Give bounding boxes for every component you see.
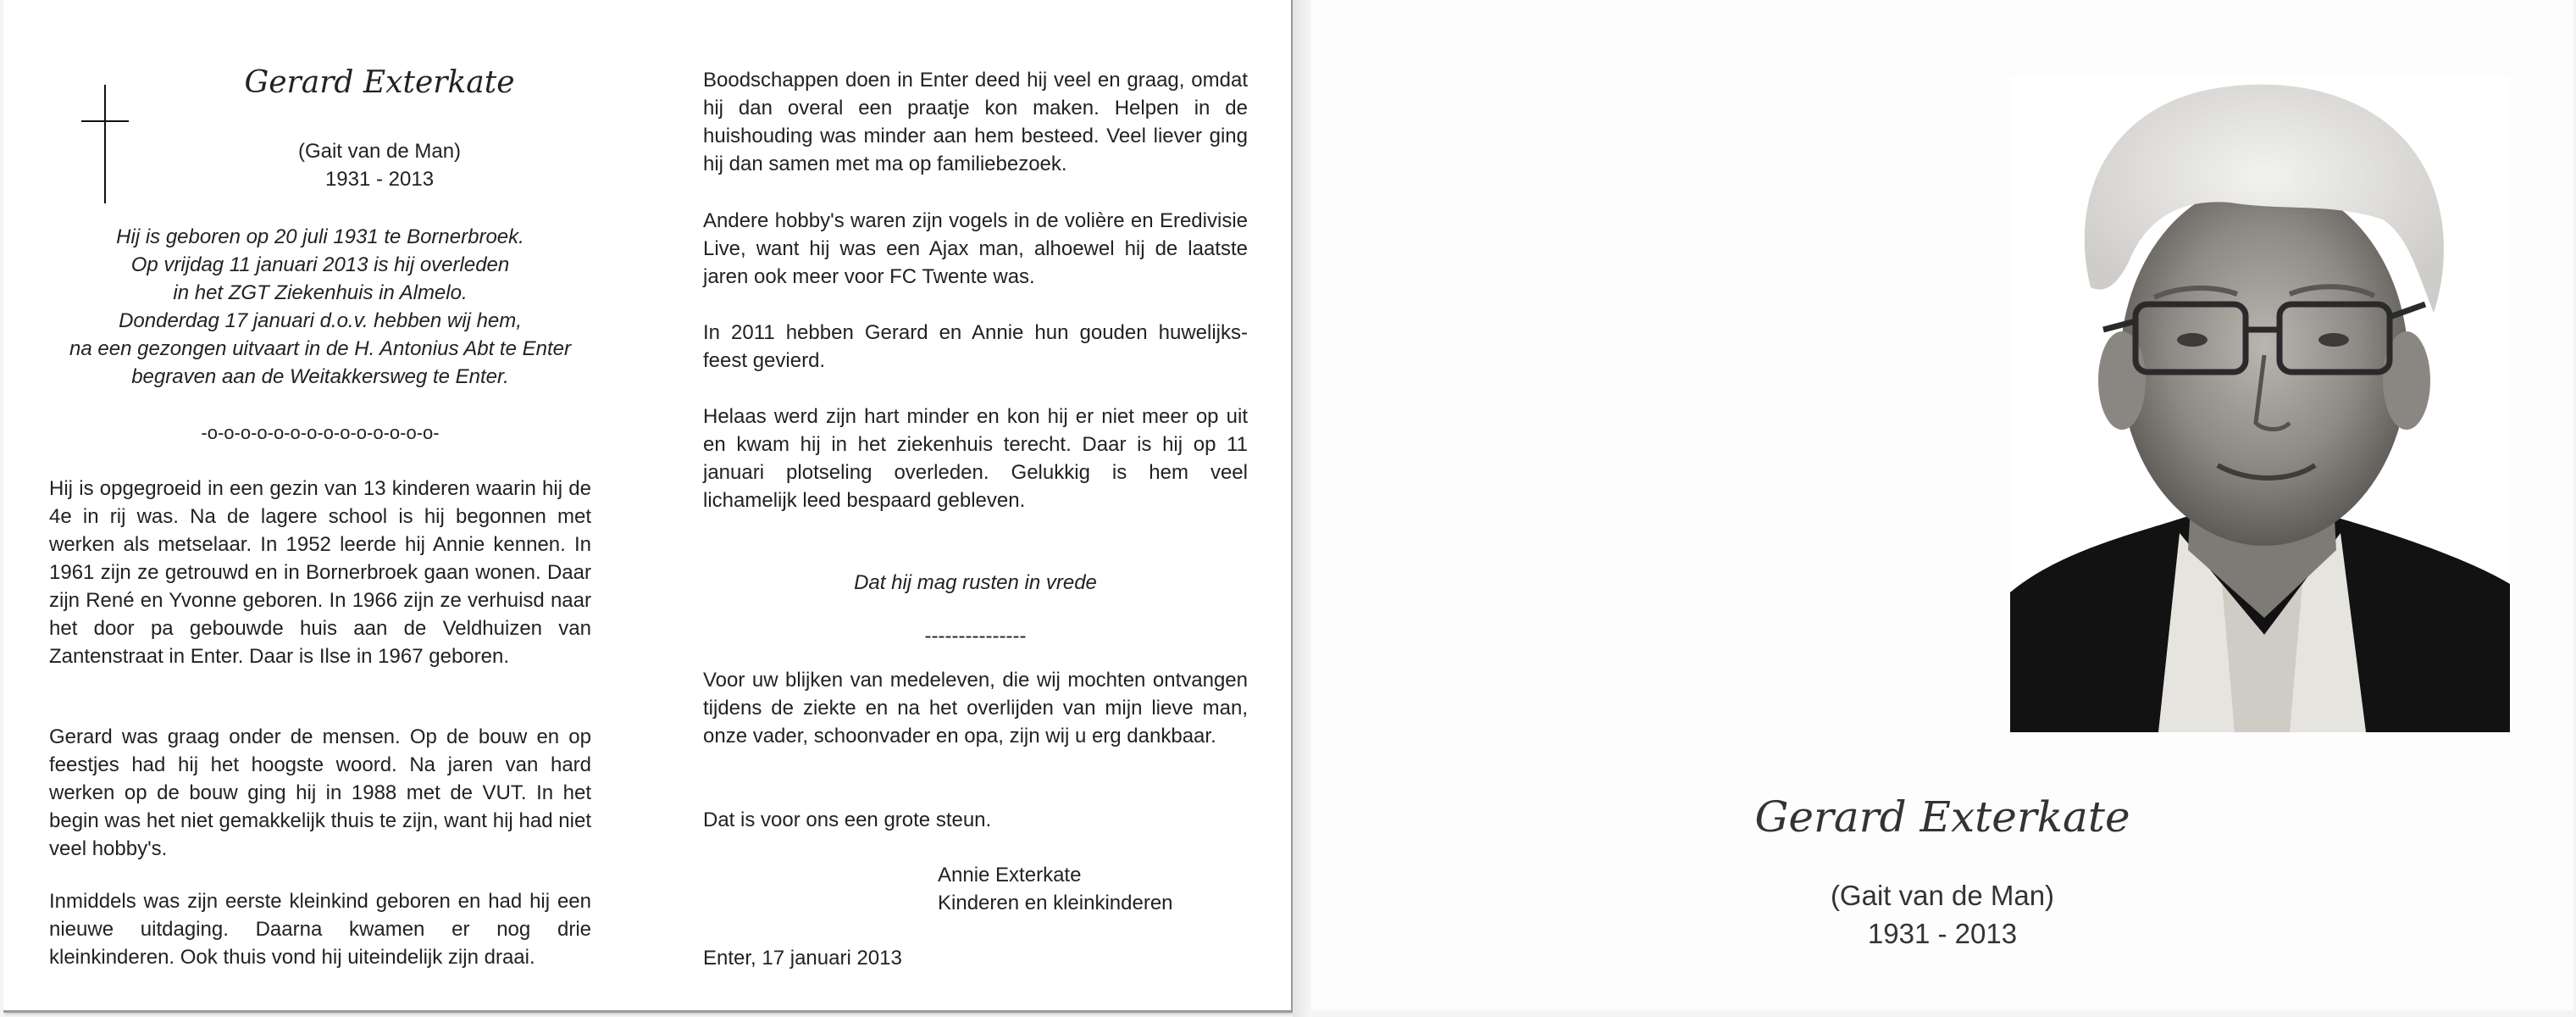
- separator: -o-o-o-o-o-o-o-o-o-o-o-o-o-o-: [201, 422, 440, 443]
- intro-line: begraven aan de Weitakkersweg te Enter.: [131, 365, 509, 388]
- front-name: Gerard Exterkate: [1754, 792, 2130, 842]
- biography-paragraph: Gerard was graag onder de mensen. Op de bouw en op feestjes had hij het hoogste woord. Na jaren van hard werken op de bouw ging hij in 1988 met de VUT. In het begin was het niet gemakkelijk thuis te zijn, want hij had niet veel hobby's.: [49, 725, 591, 860]
- thanks-paragraph: Voor uw blijken van medeleven, die wij mochten ontvangen tijdens de ziekte en na het overlijden van mijn lieve man, onze vader, schoonvader en opa, zijn wij u erg dankbaar.: [703, 669, 1248, 747]
- motto: Dat hij mag rusten in vrede: [854, 571, 1097, 594]
- card-fold-gap: [1293, 0, 1311, 1017]
- signature-family: Kinderen en kleinkinderen: [938, 892, 1173, 914]
- biography-paragraph: Andere hobby's waren zijn vogels in de volière en Eredivisie Live, want hij was een Ajax man, alhoewel hij de laatste jaren ook meer voor FC Twente was.: [703, 209, 1248, 288]
- intro-line: in het ZGT Ziekenhuis in Almelo.: [173, 281, 468, 304]
- dash-separator: ---------------: [924, 625, 1027, 647]
- intro-line: Op vrijdag 11 januari 2013 is hij overleden: [130, 253, 510, 276]
- biography-paragraph: In 2011 hebben Gerard en Annie hun gouden huwelijks-feest gevierd.: [703, 321, 1248, 372]
- nickname: (Gait van de Man): [297, 140, 462, 163]
- portrait-photo: [2010, 75, 2510, 732]
- place-date: Enter, 17 januari 2013: [703, 947, 902, 970]
- intro-line: Hij is geboren op 20 juli 1931 te Bornerbroek.: [116, 225, 524, 248]
- intro-line: Donderdag 17 januari d.o.v. hebben wij hem,: [119, 309, 522, 332]
- support-line: Dat is voor ons een grote steun.: [703, 809, 992, 831]
- deceased-name: Gerard Exterkate: [244, 65, 515, 100]
- signature-name: Annie Exterkate: [938, 864, 1082, 886]
- front-years: 1931 - 2013: [1867, 918, 2018, 949]
- front-nickname: (Gait van de Man): [1830, 880, 2055, 911]
- intro-line: na een gezongen uitvaart in de H. Antonius Abt te Enter: [69, 337, 571, 360]
- biography-paragraph: Boodschappen doen in Enter deed hij veel en graag, omdat hij dan overal een praatje kon maken. Helpen in de huishouding was minder aan hem besteed. Veel liever ging hij dan samen met ma op familiebezoek.: [703, 69, 1248, 175]
- biography-paragraph: Helaas werd zijn hart minder en kon hij er niet meer op uit en kwam hij in het ziekenhuis terecht. Daar is hij op 11 januari plotseling overleden. Gelukkig is hem veel lichamelijk leed bespaard gebleven.: [703, 405, 1248, 512]
- life-years: 1931 - 2013: [324, 168, 435, 191]
- cross-icon: [81, 85, 129, 203]
- biography-paragraph: Hij is opgegroeid in een gezin van 13 kinderen waarin hij de 4e in rij was. Na de lagere school is hij begonnen met werken als metselaar. In 1952 leerde hij Annie kennen. In 1961 zijn ze getrouwd en in Bornerbroek gaan wonen. Daar zijn René en Yvonne geboren. In 1966 zijn ze verhuisd naar het door pa gebouwde huis aan de Veldhuizen van Zantenstraat in Enter. Daar is Ilse in 1967 geboren.: [49, 477, 591, 668]
- intro-block: [49, 223, 591, 391]
- biography-paragraph: Inmiddels was zijn eerste kleinkind geboren en had hij een nieuwe uitdaging. Daarna kwamen er nog drie kleinkinderen. Ook thuis vond hij uiteindelijk zijn draai.: [49, 890, 591, 969]
